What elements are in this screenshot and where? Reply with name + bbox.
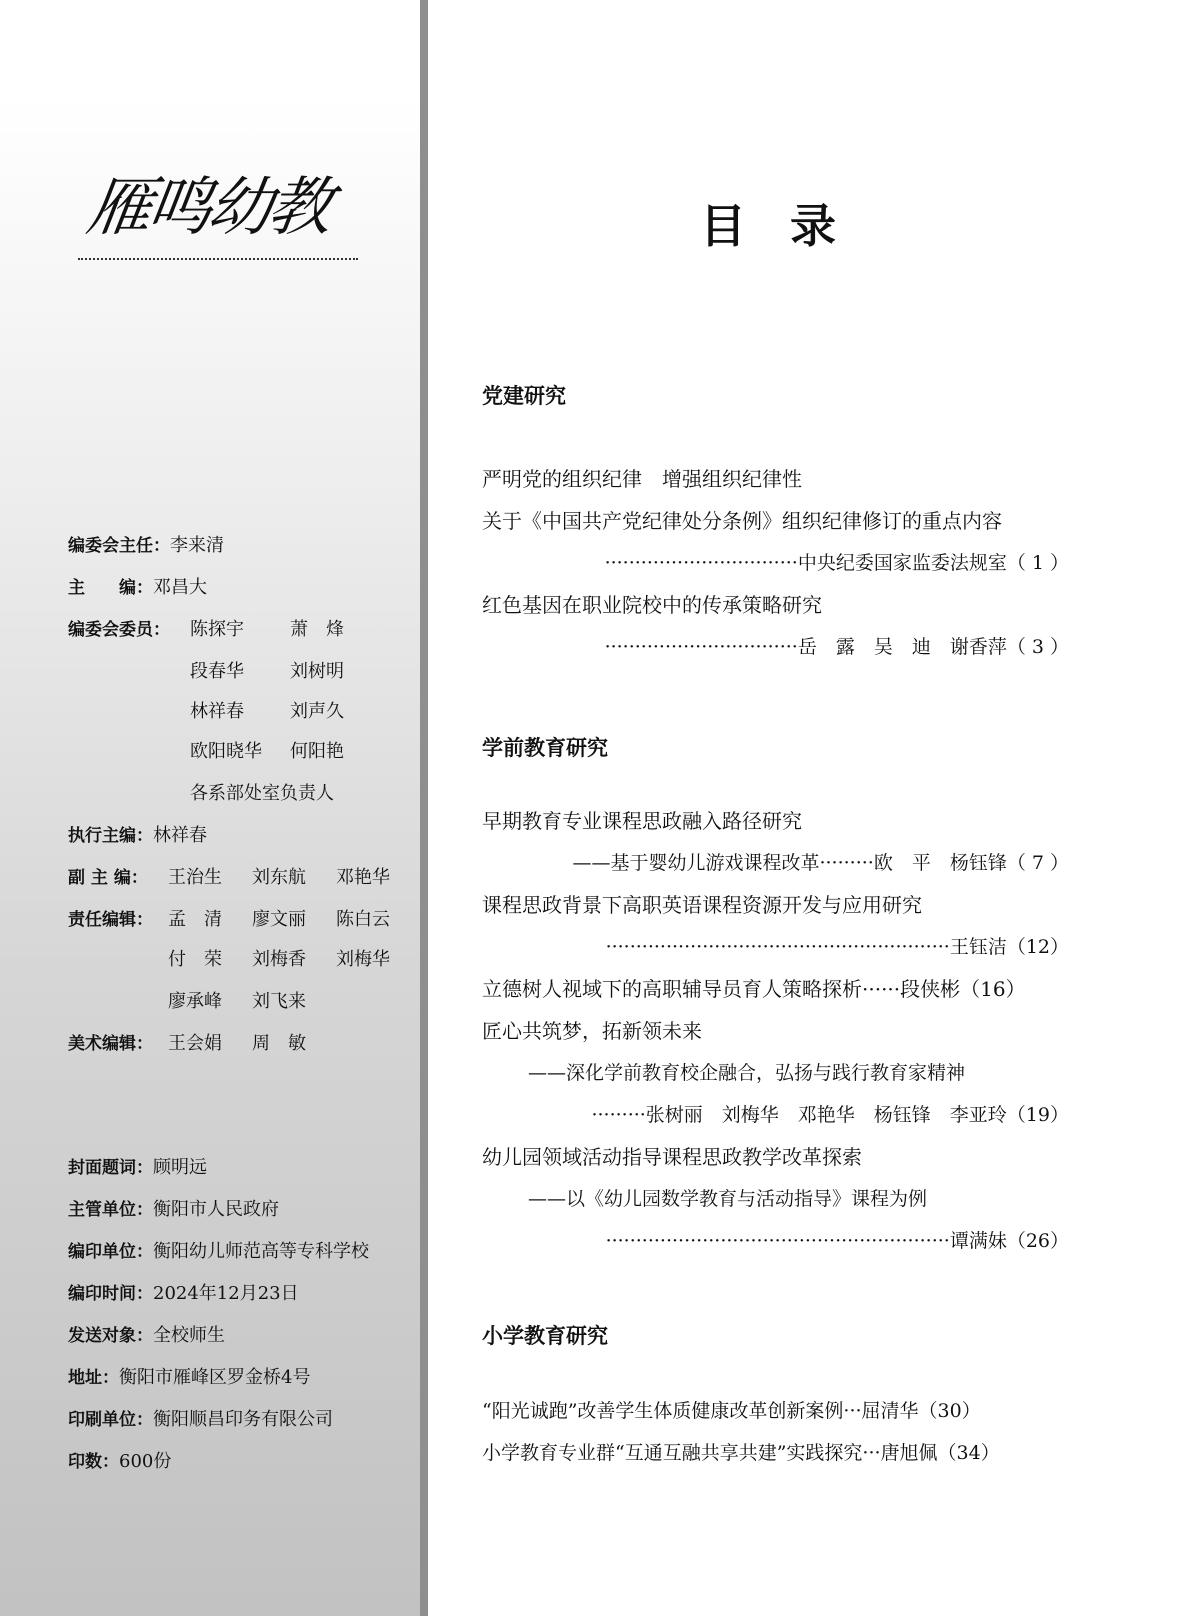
compiler-value: 衡阳幼儿师范高等专科学校 (153, 1241, 369, 1262)
exec-editor-label: 执行主编： (68, 826, 153, 846)
resp-editor-name: 廖文丽 (252, 909, 306, 930)
toc-entry-author[interactable]: ································中央纪委国家监委法规室（ 1 ） (604, 552, 1069, 574)
art-editor-name: 王会娟 (168, 1033, 222, 1054)
toc-entry[interactable]: 匠心共筑梦，拓新领未来 (482, 1019, 702, 1043)
section-title-primary: 小学教育研究 (482, 1324, 608, 1348)
section-title-party: 党建研究 (482, 384, 566, 408)
art-editor-label: 美术编辑： (68, 1034, 153, 1054)
toc-entry-author[interactable]: ································岳 露 吴 迪 谢香萍（ 3 ） (604, 636, 1069, 658)
cover-label: 封面题词： (68, 1158, 153, 1178)
member-name: 段春华 (190, 661, 244, 682)
cover-row (68, 1156, 207, 1180)
resp-editor-name: 刘飞来 (252, 991, 306, 1012)
address-value: 衡阳市雁峰区罗金桥4号 (119, 1367, 311, 1388)
exec-editor-row (68, 824, 207, 848)
deputy-editor-names (168, 866, 390, 890)
toc-entry-subtitle[interactable]: ——以《幼儿园数学教育与活动指导》课程为例 (528, 1188, 928, 1210)
printer-row (68, 1408, 333, 1432)
copies-label: 印数： (68, 1452, 119, 1472)
toc-entry[interactable]: 红色基因在职业院校中的传承策略研究 (482, 593, 822, 617)
member-name: 刘声久 (290, 701, 344, 722)
committee-members-row (68, 618, 170, 642)
toc-entry[interactable]: 立德树人视域下的高职辅导员育人策略探析······段侠彬（16） (482, 977, 1026, 1001)
resp-editor-row (68, 908, 153, 932)
resp-editor-name: 刘梅华 (336, 949, 390, 970)
address-row (68, 1366, 310, 1390)
art-editor-names (168, 1032, 306, 1056)
toc-entry-author[interactable]: ·························································谭满妹（26） (605, 1230, 1069, 1252)
printer-value: 衡阳顺昌印务有限公司 (153, 1409, 333, 1430)
toc-entry[interactable]: 早期教育专业课程思政融入路径研究 (482, 809, 802, 833)
audience-label: 发送对象： (68, 1326, 153, 1346)
date-label: 编印时间： (68, 1284, 153, 1304)
toc-entry-subtitle[interactable]: ——基于婴幼儿游戏课程改革·········欧 平 杨钰锋（ 7 ） (572, 852, 1069, 874)
art-editor-row (68, 1032, 153, 1056)
member-name: 何阳艳 (290, 741, 344, 762)
committee-director-value: 李来清 (170, 535, 224, 556)
compiler-row (68, 1240, 369, 1264)
toc-entry[interactable]: 幼儿园领域活动指导课程思政教学改革探索 (482, 1145, 862, 1169)
committee-director-label: 编委会主任： (68, 536, 170, 556)
committee-members-label: 编委会委员： (68, 620, 170, 640)
supervisor-row (68, 1198, 279, 1222)
resp-editor-label: 责任编辑： (68, 910, 153, 930)
compiler-label: 编印单位： (68, 1242, 153, 1262)
resp-editor-name: 廖承峰 (168, 991, 222, 1012)
exec-editor-value: 林祥春 (153, 825, 207, 846)
address-label: 地址： (68, 1368, 119, 1388)
chief-editor-value: 邓昌大 (153, 577, 207, 598)
journal-logo: 雁鸣幼教 (82, 171, 334, 245)
member-name: 欧阳晓华 (190, 741, 262, 762)
members-row-2 (190, 660, 344, 684)
member-name: 刘树明 (290, 661, 344, 682)
date-row (68, 1282, 299, 1306)
copies-value: 600份 (119, 1451, 172, 1472)
deputy-editor-name: 王治生 (168, 867, 222, 888)
toc-entry[interactable]: 严明党的组织纪律 增强组织纪律性 (482, 467, 802, 491)
chief-editor-row (68, 576, 207, 600)
toc-title: 目录 (700, 199, 880, 253)
resp-editors-row-1 (168, 908, 390, 932)
chief-editor-label: 主 编： (68, 578, 153, 598)
section-title-preschool: 学前教育研究 (482, 736, 608, 760)
audience-value: 全校师生 (153, 1325, 225, 1346)
members-row-4 (190, 740, 344, 764)
deputy-editor-name: 刘东航 (252, 867, 306, 888)
resp-editor-name: 孟 清 (168, 909, 222, 930)
resp-editor-name: 付 荣 (168, 949, 222, 970)
member-name: 萧 烽 (290, 619, 344, 640)
toc-entry-author[interactable]: ·········张树丽 刘梅华 邓艳华 杨钰锋 李亚玲（19） (591, 1104, 1069, 1126)
art-editor-name: 周 敏 (252, 1033, 306, 1054)
toc-entry-subtitle[interactable]: ——深化学前教育校企融合，弘扬与践行教育家精神 (528, 1062, 966, 1084)
committee-director-row (68, 534, 224, 558)
supervisor-label: 主管单位： (68, 1200, 153, 1220)
toc-entry[interactable]: “阳光诚跑”改善学生体质健康改革创新案例···屈清华（30） (482, 1400, 981, 1422)
resp-editor-name: 刘梅香 (252, 949, 306, 970)
members-row-5 (190, 782, 334, 806)
deputy-editor-label: 副 主 编： (68, 868, 148, 888)
toc-entry[interactable]: 关于《中国共产党纪律处分条例》组织纪律修订的重点内容 (482, 509, 1002, 533)
cover-value: 顾明远 (153, 1157, 207, 1178)
resp-editors-row-2 (168, 948, 390, 972)
deputy-editor-name: 邓艳华 (336, 867, 390, 888)
toc-entry[interactable]: 课程思政背景下高职英语课程资源开发与应用研究 (482, 893, 922, 917)
member-name: 林祥春 (190, 701, 244, 722)
member-name: 陈探宇 (190, 619, 244, 640)
logo-underline (78, 258, 358, 260)
toc-entry-author[interactable]: ·························································王钰洁（12） (605, 936, 1069, 958)
date-value: 2024年12月23日 (153, 1283, 299, 1304)
member-name: 各系部处室负责人 (190, 783, 334, 804)
resp-editors-row-3 (168, 990, 306, 1014)
deputy-editor-row (68, 866, 148, 890)
audience-row (68, 1324, 225, 1348)
copies-row (68, 1450, 171, 1474)
toc-entry[interactable]: 小学教育专业群“互通互融共享共建”实践探究···唐旭佩（34） (482, 1442, 1000, 1464)
supervisor-value: 衡阳市人民政府 (153, 1199, 279, 1220)
printer-label: 印刷单位： (68, 1410, 153, 1430)
members-row-3 (190, 700, 344, 724)
members-row-1 (190, 618, 344, 642)
resp-editor-name: 陈白云 (336, 909, 390, 930)
